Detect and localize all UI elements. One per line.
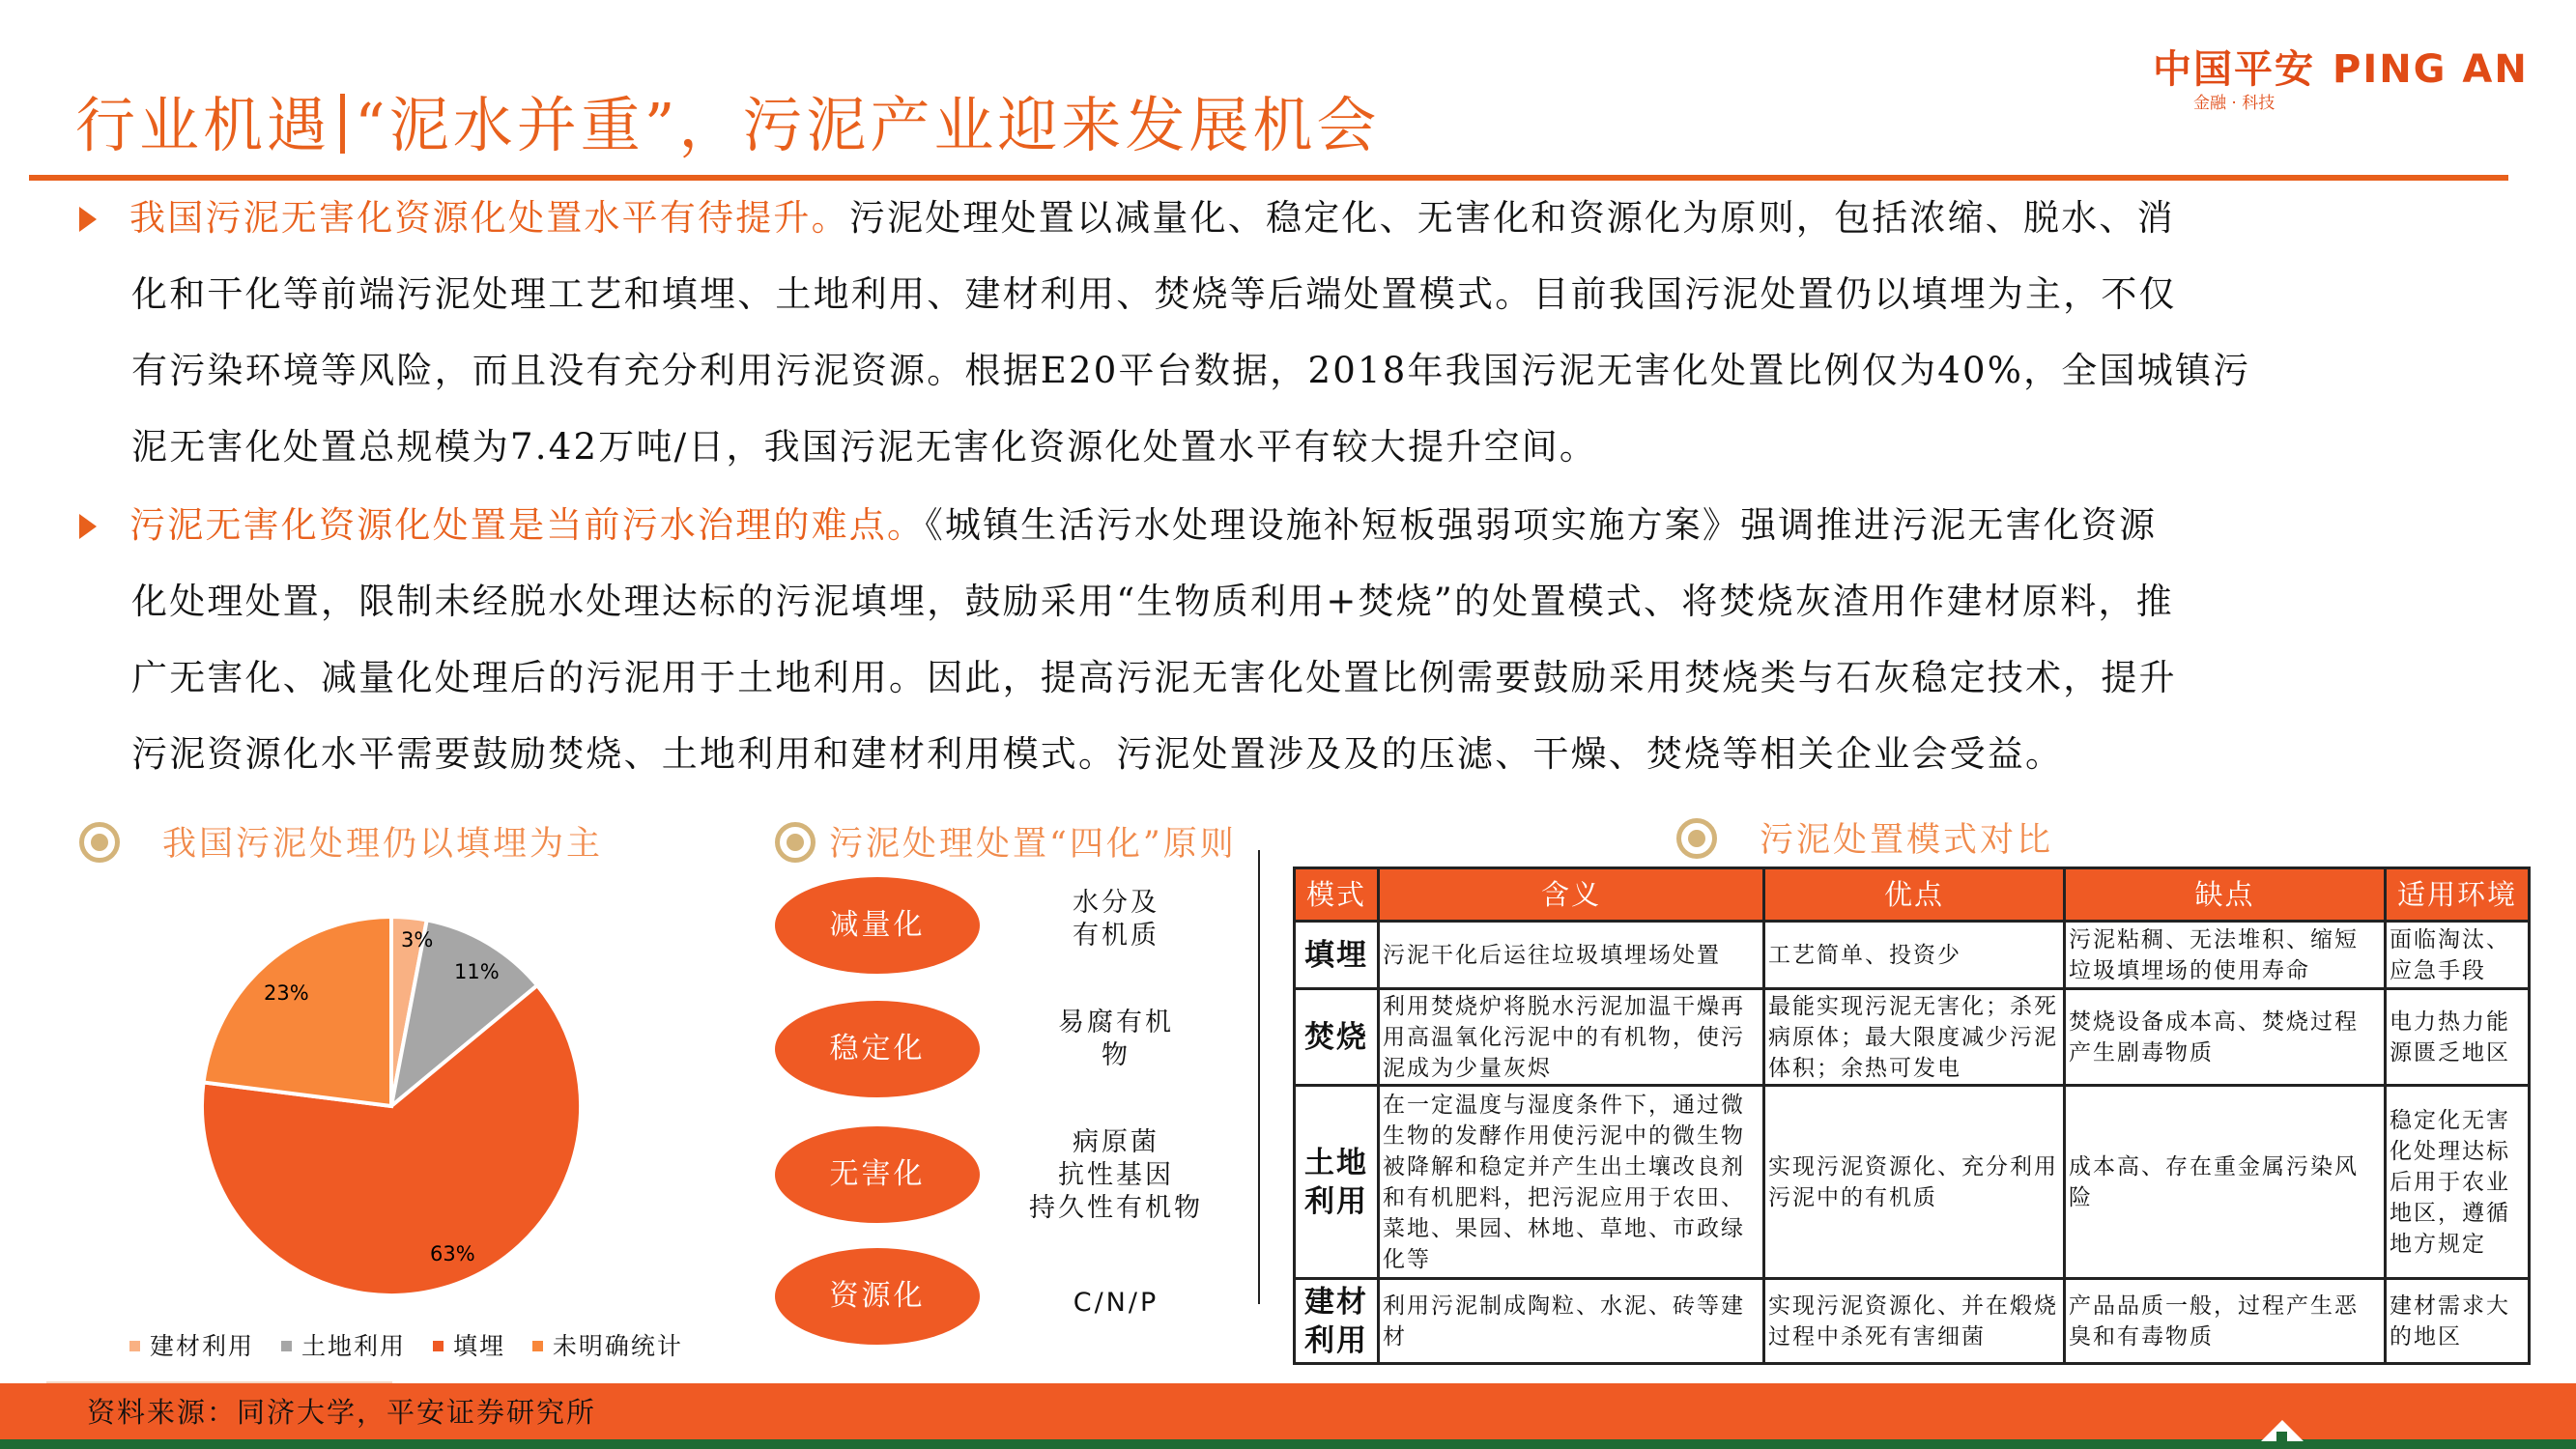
target-icon	[775, 822, 816, 863]
ping-an-logo	[2153, 39, 2529, 113]
pie-label-landfill: 63%	[430, 1242, 475, 1265]
bullet-highlight: 污泥无害化资源化处置是当前污水治理的难点。	[129, 504, 926, 546]
column-divider	[1258, 850, 1260, 1304]
page-title-left: 行业机遇	[75, 90, 331, 160]
header-environment: 适用环境	[2386, 868, 2530, 922]
pie-label-unclassified: 23%	[264, 981, 309, 1005]
header-cons: 缺点	[2065, 868, 2386, 922]
table-row: 焚烧 利用焚烧炉将脱水污泥加温干燥再用高温氧化污泥中的有机物，使污泥成为少量灰烬 最能实现污泥无害化；杀死病原体；最大限度减少污泥体积；余热可发电 焚烧设备成本高、焚烧过程产生剧毒物质 电力热力能源匮乏地区	[1295, 989, 2530, 1086]
pie-label-construction: 3%	[401, 928, 434, 952]
pie-chart	[198, 913, 585, 1299]
pie-slice-3	[204, 917, 391, 1106]
legend-item: 土地利用	[275, 1332, 406, 1360]
header-mode: 模式	[1295, 868, 1379, 922]
logo-english: PING AN	[2333, 47, 2529, 92]
section-header-table: 污泥处置模式对比	[1676, 813, 2053, 862]
page-title	[75, 77, 1380, 163]
table-row: 建材利用 利用污泥制成陶粒、水泥、砖等建材 实现污泥资源化、并在煅烧过程中杀死有害细菌 产品品质一般，过程产生恶臭和有毒物质 建材需求大的地区	[1295, 1279, 2530, 1364]
principle-resource-target: C/N/P	[1073, 1288, 1159, 1318]
principle-resource: 资源化	[775, 1248, 980, 1345]
principle-stabilization-target: 易腐有机 物	[1058, 1008, 1174, 1070]
principle-reduction-target: 水分及 有机质	[1073, 888, 1159, 951]
target-icon	[1676, 818, 1717, 859]
section-header-principles: 污泥处理处置“四化”原则	[775, 817, 1237, 866]
principle-stabilization: 稳定化	[775, 1001, 980, 1097]
principle-harmless: 无害化	[775, 1126, 980, 1223]
header-meaning: 含义	[1379, 868, 1764, 922]
legend-item: 未明确统计	[527, 1332, 683, 1360]
bullet-paragraph-1: 我国污泥无害化资源化处置水平有待提升。污泥处理处置以减量化、稳定化、无害化和资源化为原则，包括浓缩、脱水、消 化和干化等前端污泥处理工艺和填埋、土地利用、建材利用、焚烧等后端处置模式。目前我国污泥处置仍以填埋为主，不仅 有污染环境等风险，而且没有充分利用污泥资源。根据E20平台数据，2018年我国污泥无害化处置比例仅为40%，全国城镇污 泥无害化处置总规模为7.42万吨/日，我国污泥无害化资源化处置水平有较大提升空间。	[79, 180, 2495, 485]
logo-tagline: 金融 · 科技	[2193, 94, 2275, 113]
title-separator	[340, 94, 345, 154]
bullet-highlight: 我国污泥无害化资源化处置水平有待提升。	[129, 197, 849, 239]
table-row: 土地利用 在一定温度与湿度条件下，通过微生物的发酵作用使污泥中的微生物被降解和稳定并产生出土壤改良剂和有机肥料，把污泥应用于农田、菜地、果园、林地、草地、市政绿化等 实现污泥资源化、充分利用污泥中的有机质 成本高、存在重金属污染风险 稳定化无害化处理达标后用于农业地区，遵循地方规定	[1295, 1086, 2530, 1279]
table-header-row	[1295, 868, 2530, 922]
bullet-arrow-icon	[79, 207, 97, 232]
page-title-right: “泥水并重”，污泥产业迎来发展机会	[355, 90, 1381, 160]
legend-item: 建材利用	[124, 1332, 254, 1360]
footer-green-line	[0, 1439, 2576, 1449]
table-row: 填埋 污泥干化后运往垃圾填埋场处置 工艺简单、投资少 污泥粘稠、无法堆积、缩短垃圾填埋场的使用寿命 面临淘汰、应急手段	[1295, 922, 2530, 989]
source-note: 资料来源：同济大学，平安证券研究所	[87, 1396, 597, 1429]
header-pros: 优点	[1764, 868, 2065, 922]
footer-logo-square	[2276, 1432, 2287, 1442]
target-icon	[79, 822, 120, 863]
pie-legend	[124, 1327, 695, 1362]
disposal-comparison-table	[1293, 867, 2531, 1365]
logo-chinese: 中国平安	[2153, 47, 2315, 92]
principle-harmless-target: 病原菌 抗性基因 持久性有机物	[1029, 1127, 1203, 1223]
pie-chart-svg	[198, 913, 585, 1299]
legend-item: 填埋	[427, 1332, 505, 1360]
bullet-paragraph-2: 污泥无害化资源化处置是当前污水治理的难点。《城镇生活污水处理设施补短板强弱项实施方案》强调推进污泥无害化资源 化处理处置，限制未经脱水处理达标的污泥填埋，鼓励采用“生物质利用+焚烧”的处置模式、将焚烧灰渣用作建材原料，推 广无害化、减量化处理后的污泥用于土地利用。因此，提高污泥无害化处置比例需要鼓励采用焚烧类与石灰稳定技术，提升 污泥资源化水平需要鼓励焚烧、土地利用和建材利用模式。污泥处置涉及及的压滤、干燥、焚烧等相关企业会受益。	[79, 487, 2495, 792]
pie-label-land: 11%	[454, 960, 500, 983]
principle-reduction: 减量化	[775, 877, 980, 974]
section-header-pie: 我国污泥处理仍以填埋为主	[79, 817, 603, 866]
bullet-arrow-icon	[79, 514, 97, 539]
